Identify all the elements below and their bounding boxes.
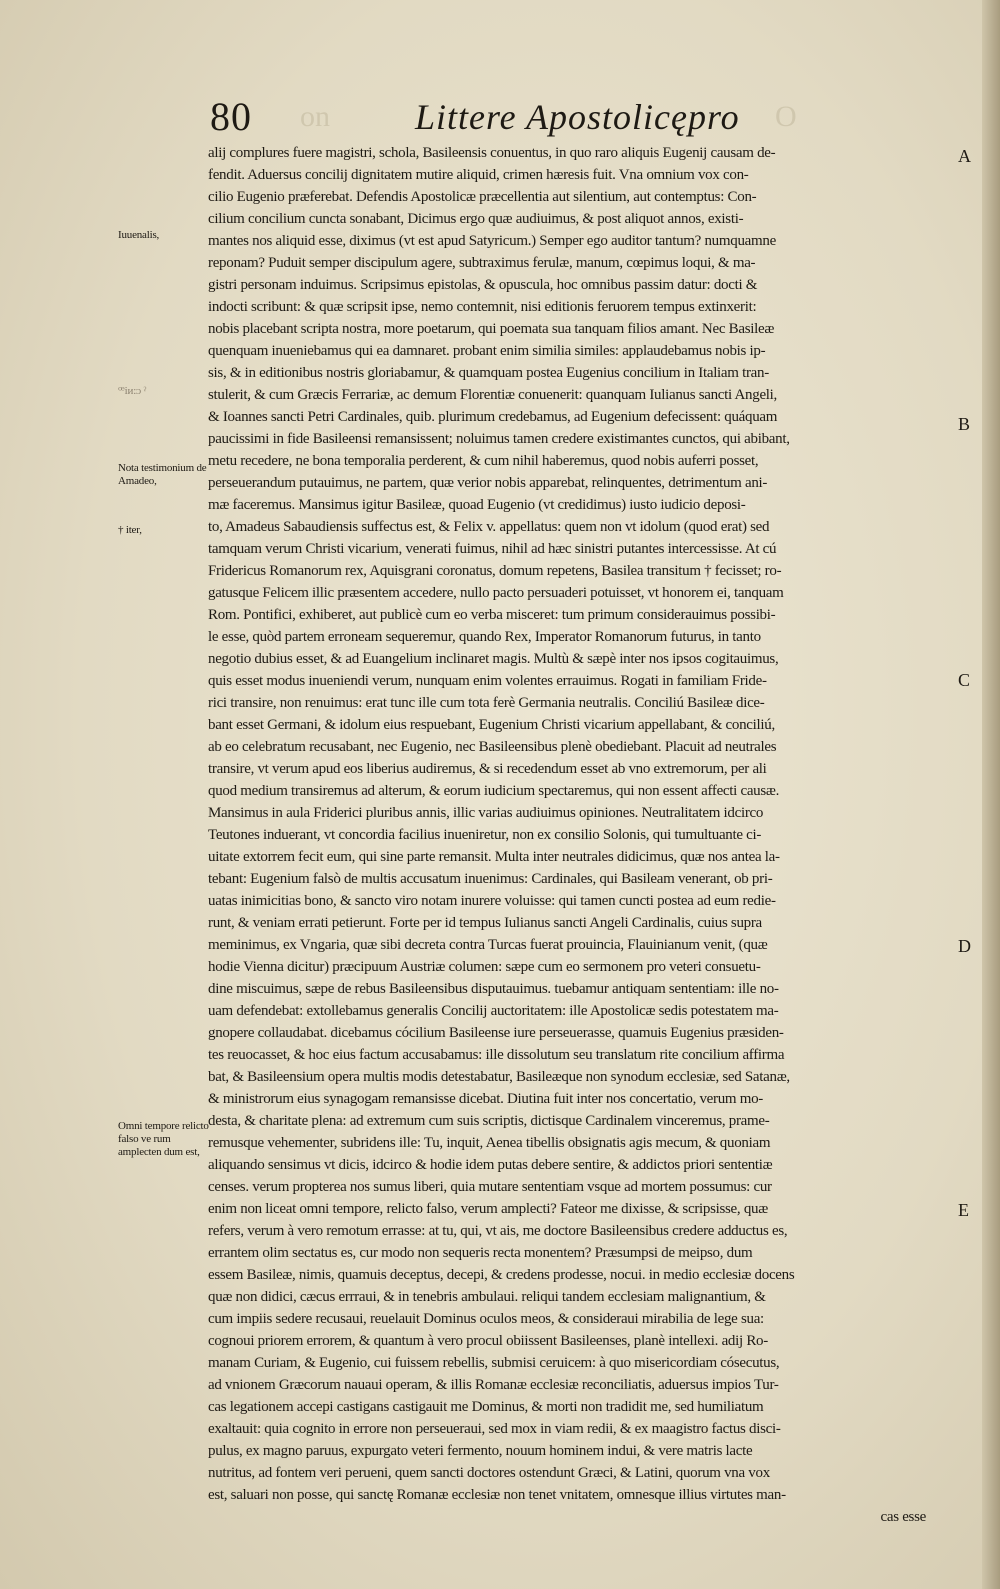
text-line: transire, vt verum apud eos liberius audiremus, & si recedendum esset ab vno extremorum, per ali [208, 761, 767, 777]
text-line: uatas inimicitias bono, & sancto viro notam inurere voluisse: qui tamen cuncti postea ad eum redie- [208, 893, 776, 909]
text-line: errantem olim sectatus es, cur modo non sequeris recta monentem? Præsumpsi de meipso, dum [208, 1245, 753, 1261]
text-line: tebant: Eugenium falsò de multis accusatum inuenimus: Cardinales, qui Basileam venerant, ob pri- [208, 871, 773, 887]
text-line: tamquam verum Christi vicarium, venerati fuimus, nihil ad hæc sinistri putantes intercessisse. At cú [208, 541, 777, 557]
text-line: quæ non didici, cæcus errraui, & in tenebris ambulaui. reliqui tandem ecclesiam malignantium, & [208, 1289, 766, 1305]
text-line: uitate extorrem fecit eum, qui sine parte remansit. Multa inter neutrales didicimus, quæ nos antea la- [208, 849, 780, 865]
text-line: indocti scribunt: & quæ scripsit ipse, nemo contemnit, nisi editionis feruorem tempus extinxerit: [208, 299, 757, 315]
text-line: mæ faceremus. Mansimus igitur Basileæ, quoad Eugenio (vt credidimus) iusto iudicio deposi- [208, 497, 746, 513]
text-line: Teutones induerant, vt concordia facilius inueniretur, non ex consilio Solonis, qui tumultuante ci- [208, 827, 762, 843]
text-line: uam defendebat: extollebamus generalis Concilij auctoritatem: ille Apostolicæ sedis potestatem ma- [208, 1003, 779, 1019]
text-line: remusque vehementer, subridens ille: Tu, inquit, Aenea tibellis obsignatis agis mecum, & quoniam [208, 1135, 771, 1151]
text-line: nutritus, ad fontem veri perueni, quem sancti doctores ostendunt Græci, & Latini, quorum vna vox [208, 1465, 770, 1481]
text-line: refers, verum à vero remotum errasse: at tu, qui, vt ais, me doctore Basileensibus credere adductus es, [208, 1223, 788, 1239]
text-line: metu recedere, ne bona temporalia perderent, & cum nihil haberemus, quod nobis auferri posset, [208, 453, 759, 469]
page-header [210, 92, 850, 142]
text-line: alij complures fuere magistri, schola, Basileensis conuentus, in quo raro aliquis Eugenij causam de- [208, 145, 776, 161]
text-line: gnopere collaudabat. dicebamus cócilium Basileense iure perseuerasse, quamuis Eugenius præsiden- [208, 1025, 784, 1041]
text-line: quod medium transiremus ad alterum, & eorum iudicium spectaremus, qui non essent affecti causæ. [208, 783, 780, 799]
margin-note-faint: ꟹiᴎ:ᴐ ˀ [118, 385, 147, 397]
text-line: paucissimi in fide Basileensi remansissent; noluimus tamen credere existimantes cunctos, qui abibant, [208, 431, 790, 447]
text-line: & Ioannes sancti Petri Cardinales, quib. plurimum credebamus, ad Eugenium defecissent: quáquam [208, 409, 778, 425]
text-line: meminimus, ex Vngaria, quæ sibi decreta contra Turcas fuerat prouincia, Flauinianum venit, (quæ [208, 937, 768, 953]
text-line: to, Amadeus Sabaudiensis suffectus est, & Felix v. appellatus: quem non vt idolum (quod erat) sed [208, 519, 770, 535]
text-line: ad vnionem Græcorum nauaui operam, & illis Romanæ ecclesiæ reconciliatis, aduersus impios Tur- [208, 1377, 779, 1393]
text-line: gistri personam induimus. Scripsimus epistolas, & opuscula, hoc omnibus passim datur: docti & [208, 277, 758, 293]
body-text [208, 142, 956, 1528]
text-line: tes reuocasset, & hoc eius factum accusabamus: ille dissolutum seu translatum rite concilium affirma [208, 1047, 785, 1063]
text-line: reponam? Puduit semper discipulum agere, subtraximus ferulæ, manum, cœpimus loqui, & ma- [208, 255, 756, 271]
text-line: Fridericus Romanorum rex, Aquisgrani coronatus, domum repetens, Basilea transitum † fecisset; ro- [208, 563, 782, 579]
bleed-through-right: O [775, 100, 797, 133]
text-line: nobis placebant scripta nostra, more poetarum, qui poemata sua tanquam filios amant. Nec Basileæ [208, 321, 775, 337]
text-line: cas legationem accepi castigans castigauit me Dominus, & morti non tradidit me, sed humiliatum [208, 1399, 764, 1415]
text-line: est, saluari non posse, qui sanctę Romanæ ecclesiæ non tenet vnitatem, omnesque illius virtutes man- [208, 1487, 786, 1503]
page-number: 80 [210, 94, 252, 139]
text-line: quenquam inueniebamus qui ea damnaret. probant enim similia similes: applaudebamus nobis ip- [208, 343, 766, 359]
text-line: aliquando sensimus vt dicis, idcirco & hodie idem putas debere sentire, & addictos priori sententiæ [208, 1157, 773, 1173]
text-line: cum impiis sedere recusaui, reuelauit Dominus oculos meos, & consideraui mirabilia de lege sua: [208, 1311, 764, 1327]
text-line: essem Basileæ, nimis, quamuis deceptus, decepi, & credens prodesse, nocui. in medio ecclesiæ docens [208, 1267, 795, 1283]
text-line: cas esse [880, 1509, 926, 1525]
text-line: ab eo celebratum recusabant, nec Eugenio, nec Basileensibus plenè obediebant. Placuit ad neutrales [208, 739, 777, 755]
margin-note-iter: † iter, [118, 524, 142, 536]
text-line: le esse, quòd partem erroneam sequeremur, quando Rex, Imperator Romanorum futurus, in tanto [208, 629, 761, 645]
section-letter-d: D [958, 936, 971, 956]
page-gutter [982, 0, 1000, 1589]
text-line: gatusque Felicem illic præsentem accedere, nullo pacto persuaderi potuisset, vt honorem ei, tanquam [208, 585, 784, 601]
margin-note-omni-tempore: Omni tempore relicto falso ve rum amplecten dum est, [118, 1120, 209, 1158]
text-line: bant esset Germani, & idolum eius respuebant, Eugenium Christi vicarium appellabant, & conciliú, [208, 717, 775, 733]
text-line: censes. verum propterea nos sumus liberi, quia mutare sententiam vsque ad mortem possumus: cur [208, 1179, 772, 1195]
text-line: cilio Eugenio præferebat. Defendis Apostolicæ præcellentia aut silentium, aut contemptus: Con- [208, 189, 757, 205]
section-letter-b: B [958, 414, 971, 434]
text-line: runt, & veniam errati petierunt. Forte per id tempus Iulianus sancti Angeli Cardinalis, cuius supra [208, 915, 762, 931]
text-line: & ministrorum eius synagogam remansisse dicebat. Diutina fuit inter nos concertatio, verum mo- [208, 1091, 763, 1107]
text-line: dine miscuimus, sæpe de rebus Basileensibus disputauimus. tuebamur antiquam sententiam: ille no- [208, 981, 779, 997]
running-head: Littere Apostolicępro [415, 97, 740, 137]
bleed-through-left: on [300, 100, 330, 133]
text-line: exaltauit: quia cognito in errore non perseueraui, sed mox in viam redii, & ex maagistro factus disci- [208, 1421, 781, 1437]
text-line: cilium concilium cuncta sonabant, Dicimus ergo quæ audiuimus, & post aliquot annos, existi- [208, 211, 744, 227]
margin-note-amadeus: Nota testimonium de Amadeo, [118, 462, 207, 487]
section-letter-c: C [958, 670, 971, 690]
text-line: manam Curiam, & Eugenio, cui fuissem rebellis, submisi ceruicem: à quo misericordiam cósecutus, [208, 1355, 780, 1371]
text-line: hodie Vienna dicitur) præcipuum Austriæ columen: sæpe cum eo sermonem pro veteri consuetu- [208, 959, 761, 975]
margin-note-iuuenalis: Iuuenalis, [118, 229, 160, 241]
text-line: stulerit, & cum Græcis Ferrariæ, ac demum Florentiæ conuenerit: quanquam Iulianus sancti Angeli, [208, 387, 777, 403]
text-line: pulus, ex magno paruus, expurgato veteri fermento, nouum hominem indui, & vere matris lacte [208, 1443, 753, 1459]
text-line: cognoui priorem errorem, & quantum à vero procul obiissent Basileenses, planè intellexi. adij Ro- [208, 1333, 768, 1349]
text-line: rici transire, non renuimus: erat tunc ille cum tota ferè Germania neutralis. Conciliú Basileæ dice- [208, 695, 765, 711]
text-line: desta, & charitate plena: ad extremum cum suis scriptis, dictisque Cardinalem vinceremus, prame- [208, 1113, 770, 1129]
text-line: mantes nos aliquid esse, diximus (vt est apud Satyricum.) Semper ego auditor tantum? numquamne [208, 233, 776, 249]
text-line: fendit. Aduersus concilij dignitatem mutire aliquid, crimen hæresis fuit. Vna omnium vox con- [208, 167, 749, 183]
section-letter-e: E [958, 1200, 969, 1220]
text-line: enim non liceat omni tempore, relicto falso, verum amplecti? Fateor me dixisse, & scripsisse, quæ [208, 1201, 768, 1217]
text-line: Mansimus in aula Friderici pluribus annis, illic varias audiuimus opiniones. Neutralitatem idcirco [208, 805, 764, 821]
text-line: negotio dubius esset, & ad Euangelium inclinaret magis. Multù & sæpè inter nos ipsos cogitauimus, [208, 651, 779, 667]
text-line: sis, & in editionibus nostris gloriabamur, & quamquam postea Eugenius concilium in Italiam tran- [208, 365, 769, 381]
text-line: quis esset modus inueniendi verum, nunquam enim volentes errauimus. Rogati in familiam Fride- [208, 673, 767, 689]
text-line: Rom. Pontifici, exhiberet, aut publicè cum eo verba misceret: tum primum considerauimus possibi- [208, 607, 776, 623]
section-letter-a: A [958, 146, 971, 166]
text-line: perseuerandum putauimus, ne partem, quæ verior nobis apparebat, relinquentes, detrimentum ani- [208, 475, 768, 491]
text-line: bat, & Basileensium opera multis modis detestabatur, Basileæque non synodum ecclesiæ, sed Satanæ, [208, 1069, 790, 1085]
